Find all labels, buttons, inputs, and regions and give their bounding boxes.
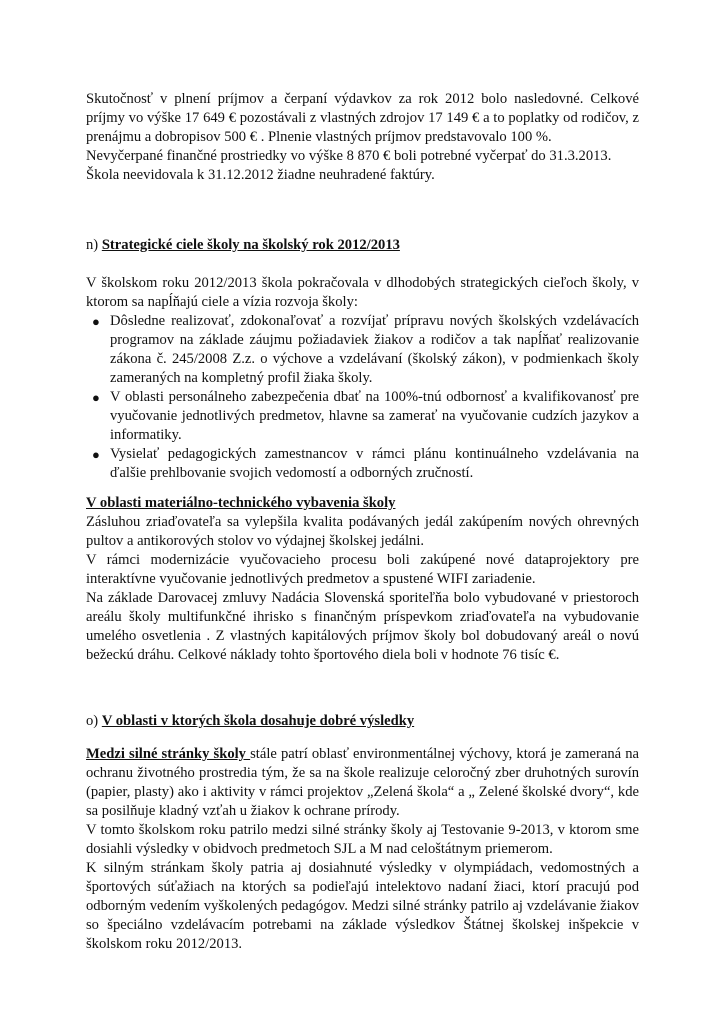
section-n-intro: V školskom roku 2012/2013 škola pokračovala v dlhodobých strategických cieľoch školy, v ktorom sa napĺňajú ciele a vízia rozvoja školy: xyxy=(86,275,639,310)
strategic-goals-list xyxy=(86,312,639,483)
bullet-icon: ● xyxy=(92,314,100,329)
list-item: ● Vysielať pedagogických zamestnancov v rámci plánu kontinuálneho vzdelávania na ďalšie prehlbovanie svojich vedomostí a odborných zručností. xyxy=(92,446,639,481)
bullet-icon: ● xyxy=(92,390,100,405)
section-n xyxy=(86,236,639,255)
strengths-label: Medzi silné stránky školy xyxy=(86,746,251,762)
section-o-paragraph: K silným stránkam školy patria aj dosiahnuté výsledky v olympiádach, vedomostných a športových súťažiach na ktorých sa podieľajú intelektovo nadaní žiaci, ktorí pracujú pod odborným vedením vyškolených pedagógov. Medzi silné stránky patrilo aj vzdelávanie žiakov so špeciálno vzdelávacím potrebami na základe výsledkov Štátnej školskej inšpekcie v školskom roku 2012/2013. xyxy=(86,860,639,952)
section-o xyxy=(86,712,639,731)
section-o-prefix: o) xyxy=(86,713,102,729)
section-n-prefix: n) xyxy=(86,237,102,253)
material-paragraph: Zásluhou zriaďovateľa sa vylepšila kvalita podávaných jedál zakúpením nových ohrevných pultov a antikorových stolov vo výdajnej školskej jedálni. xyxy=(86,514,639,549)
list-item: ● V oblasti personálneho zabezpečenia dbať na 100%-tnú odbornosť a kvalifikovanosť pre vyučovanie jednotlivých predmetov, hlavne sa zamerať na vyučovanie cudzích jazykov a informatiky. xyxy=(92,389,639,443)
section-o-heading: V oblasti v ktorých škola dosahuje dobré výsledky xyxy=(101,713,415,729)
finance-paragraph: Skutočnosť v plnení príjmov a čerpaní výdavkov za rok 2012 bolo nasledovné. Celkové príjmy vo výške 17 649 € pozostávali z vlastných zdrojov 17 149 € a to poplatky od rodičov, z prenájmu a dobropisov 500 € . Plnenie vlastných príjmov predstavovalo 100 %. xyxy=(86,91,639,145)
section-o-body xyxy=(86,745,639,954)
bullet-icon: ● xyxy=(92,447,100,462)
list-item: ● Dôsledne realizovať, zdokonaľovať a rozvíjať prípravu nových školských vzdelávacích programov na základe záujmu požiadaviek žiakov a rodičov a tak napĺňať realizovanie zákona č. 245/2008 Z.z. o výchove a vzdelávaní (školský zákon), v podmienkach školy zameraných na kompletný profil žiaka školy. xyxy=(92,313,639,386)
finance-paragraph: Nevyčerpané finančné prostriedky vo výške 8 870 € boli potrebné vyčerpať do 31.3.2013. xyxy=(86,148,612,164)
section-n-body xyxy=(86,274,639,483)
strengths-paragraph: Medzi silné stránky školy stále patrí oblasť environmentálnej výchovy, ktorá je zameraná na ochranu životného prostredia tým, že sa na škole realizuje celoročný zber druhotných surovín (papier, plasty) ako i aktivity v rámci projektov „Zelená škola“ a „ Zelené školské dvory“, kde sa posilňuje kladný vzťah u žiakov k ochrane prírody. xyxy=(86,746,640,819)
section-o-heading-line xyxy=(86,712,639,731)
section-o-paragraph: V tomto školskom roku patrilo medzi silné stránky školy aj Testovanie 9-2013, v ktorom sme dosiahli výsledky v obidvoch predmetoch SJL a M nad celoštátnym priemerom. xyxy=(86,822,639,857)
finance-paragraph: Škola neevidovala k 31.12.2012 žiadne neuhradené faktúry. xyxy=(86,167,435,183)
section-n-heading-line xyxy=(86,236,639,255)
finance-summary xyxy=(86,90,639,185)
material-section xyxy=(86,494,639,665)
material-paragraph: Na základe Darovacej zmluvy Nadácia Slovenská sporiteľňa bolo vybudované v priestoroch areálu školy multifunkčné ihrisko s finančným príspevkom zriaďovateľa na vybudovanie umelého osvetlenia . Z vlastných kapitálových príjmov školy bol dobudovaný areál o novú bežeckú dráhu. Celkové náklady tohto športového diela boli v hodnote 76 tisíc €. xyxy=(86,590,639,663)
material-heading: V oblasti materiálno-technického vybavenia školy xyxy=(86,495,396,511)
material-paragraph: V rámci modernizácie vyučovacieho procesu boli zakúpené nové dataprojektory pre interaktívne vyučovanie jednotlivých predmetov a spustené WIFI zariadenie. xyxy=(86,552,639,587)
section-n-heading: Strategické ciele školy na školský rok 2012/2013 xyxy=(101,237,400,253)
